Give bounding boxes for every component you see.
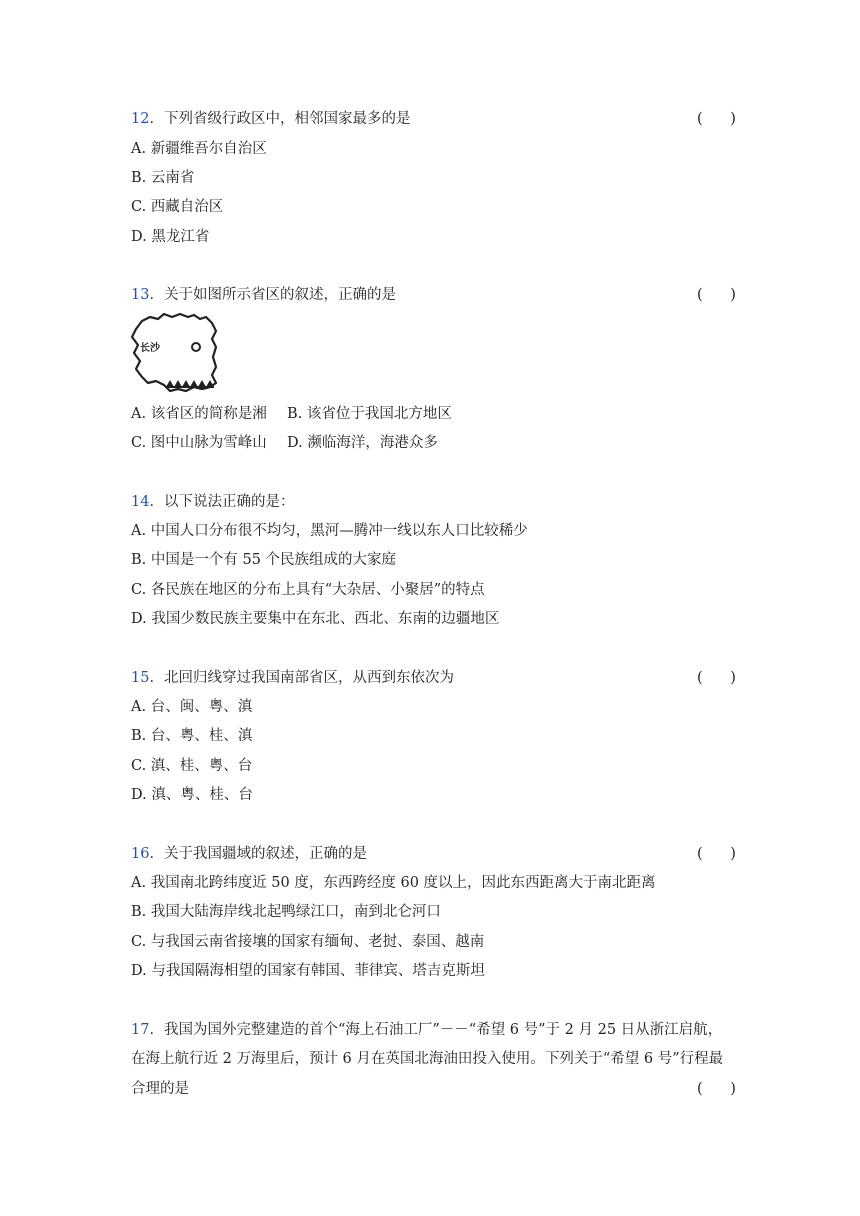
- option-12-b: B. 云南省: [131, 170, 195, 186]
- option-12-a: A. 新疆维吾尔自治区: [131, 141, 267, 157]
- question-16-number: 16: [131, 846, 150, 862]
- answer-paren-12: ( ): [697, 111, 736, 127]
- question-17-number: 17: [131, 1022, 150, 1038]
- option-13-a: A. 该省区的简称是湘: [131, 406, 267, 422]
- province-map-figure: [128, 311, 220, 397]
- question-17-stem-line-1: 17．我国为国外完整建造的首个“海上石油工厂”－－“希望 6 号”于 2 月 25 日从浙江启航，: [131, 1022, 723, 1038]
- mountain-range-symbols: [166, 380, 214, 387]
- option-16-a: A. 我国南北跨纬度近 50 度，东西跨经度 60 度以上，因此东西距离大于南北距离: [131, 875, 656, 891]
- option-15-c: C. 滇、桂、粤、台: [131, 758, 253, 774]
- answer-paren-17: ( ): [697, 1081, 736, 1097]
- option-15-a: A. 台、闽、粤、滇: [131, 699, 253, 715]
- option-15-d: D. 滇、粤、桂、台: [131, 787, 253, 803]
- option-16-b: B. 我国大陆海岸线北起鸭绿江口，南到北仑河口: [131, 904, 441, 920]
- option-14-d: D. 我国少数民族主要集中在东北、西北、东南的边疆地区: [131, 611, 500, 627]
- question-16-stem: 16．关于我国疆域的叙述，正确的是: [131, 846, 367, 862]
- option-16-d: D. 与我国隔海相望的国家有韩国、菲律宾、塔吉克斯坦: [131, 963, 485, 979]
- question-13-stem: 13．关于如图所示省区的叙述，正确的是: [131, 287, 396, 303]
- question-12-number: 12: [131, 111, 150, 127]
- option-14-a: A. 中国人口分布很不均匀，黑河—腾冲一线以东人口比较稀少: [131, 523, 528, 539]
- option-13-b: B. 该省位于我国北方地区: [287, 406, 452, 422]
- option-12-d: D. 黑龙江省: [131, 229, 210, 245]
- question-15-number: 15: [131, 670, 150, 686]
- question-12-stem: 12．下列省级行政区中，相邻国家最多的是: [131, 111, 411, 127]
- option-13-d: D. 濒临海洋，海港众多: [287, 435, 438, 451]
- question-15-stem: 15．北回归线穿过我国南部省区，从西到东依次为: [131, 670, 454, 686]
- option-16-c: C. 与我国云南省接壤的国家有缅甸、老挝、泰国、越南: [131, 934, 485, 950]
- question-14-stem: 14．以下说法正确的是：: [131, 494, 295, 510]
- question-17-stem-line-3: 合理的是: [131, 1081, 189, 1097]
- option-12-c: C. 西藏自治区: [131, 199, 224, 215]
- question-17-stem-line-2: 在海上航行近 2 万海里后，预计 6 月在英国北海油田投入使用。下列关于“希望 6 号”行程最: [131, 1051, 724, 1067]
- option-13-c: C. 图中山脉为雪峰山: [131, 435, 267, 451]
- option-14-c: C. 各民族在地区的分布上具有“大杂居、小聚居”的特点: [131, 582, 485, 598]
- city-label-changsha: 长沙: [140, 343, 160, 354]
- answer-paren-13: ( ): [697, 287, 736, 303]
- city-dot: [192, 343, 200, 351]
- question-13-number: 13: [131, 287, 150, 303]
- option-15-b: B. 台、粤、桂、滇: [131, 728, 253, 744]
- answer-paren-16: ( ): [697, 846, 736, 862]
- option-14-b: B. 中国是一个有 55 个民族组成的大家庭: [131, 552, 397, 568]
- question-14-number: 14: [131, 494, 150, 510]
- answer-paren-15: ( ): [697, 670, 736, 686]
